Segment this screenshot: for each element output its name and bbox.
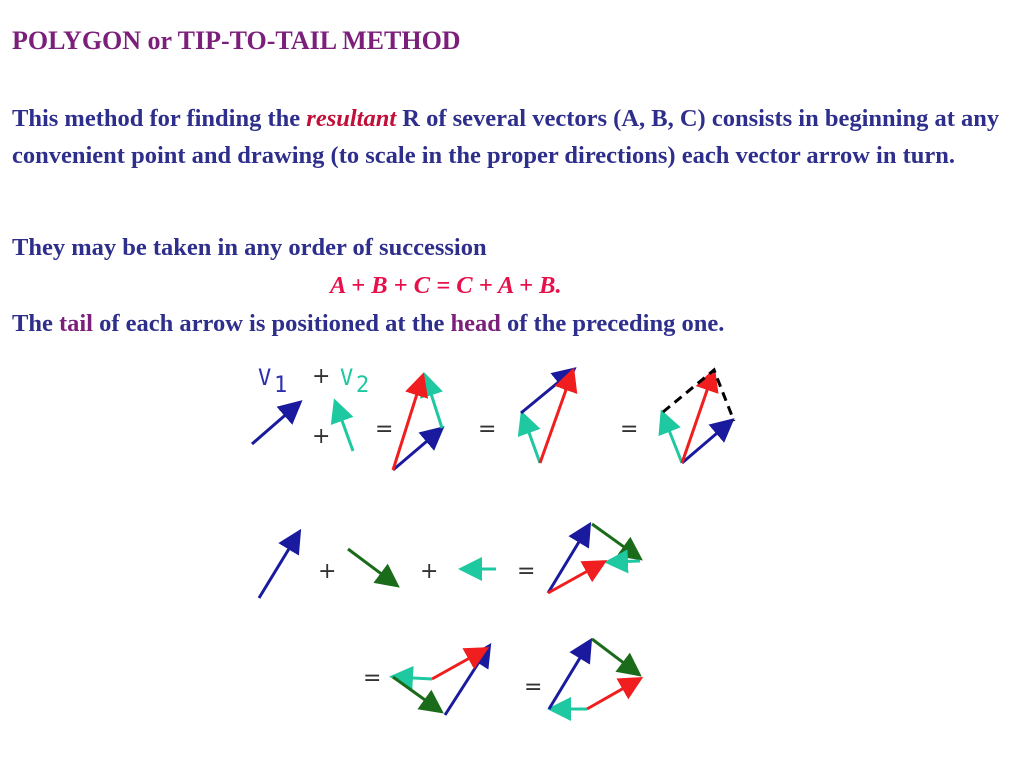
plus-sign: + — [312, 424, 331, 449]
head-emphasis: head — [450, 310, 501, 337]
order-text: They may be taken in any order of succession — [12, 234, 487, 261]
tail-emphasis: tail — [58, 310, 93, 337]
v1-arrow — [252, 404, 298, 444]
slide-title: POLYGON or TIP-TO-TAIL METHOD — [12, 26, 461, 55]
equals-sign: = — [620, 417, 639, 442]
resultant-arrow — [587, 680, 638, 709]
vector-b-arrow — [348, 549, 395, 584]
resultant-arrow — [540, 373, 572, 463]
vector-c-arrow — [610, 561, 640, 562]
vector-b-arrow — [393, 677, 439, 710]
formula: A + B + C = C + A + B. — [330, 272, 562, 299]
v1-label: V — [258, 366, 272, 391]
v2-subscript: 2 — [356, 373, 370, 398]
equals-sign: = — [375, 417, 394, 442]
plus-sign: + — [312, 364, 331, 389]
vector-a-arrow — [549, 643, 589, 709]
v2-label: V — [340, 366, 354, 391]
v2-arrow — [336, 404, 353, 451]
vector-a-arrow — [259, 534, 298, 598]
v1-subscript: 1 — [274, 373, 288, 398]
tail-line-part3: of the preceding one. — [500, 310, 725, 337]
v2-arrow — [426, 378, 442, 428]
plus-sign: + — [420, 559, 439, 584]
v2-arrow — [523, 416, 540, 463]
equals-sign: = — [524, 675, 543, 700]
vector-b-arrow — [592, 524, 638, 557]
plus-sign: + — [318, 559, 337, 584]
description-part2: R of several vectors (A, B, C) consists in beginning at any convenient point and drawing (to scale in the proper directions) each vector arrow in turn. — [12, 105, 1000, 169]
v2-arrow — [663, 415, 682, 463]
resultant-emphasis: resultant — [306, 105, 397, 132]
vector-b-arrow — [592, 639, 637, 673]
tail-line-part1: The — [12, 310, 59, 337]
equals-sign: = — [517, 559, 536, 584]
description-part1: This method for finding the — [12, 105, 307, 132]
tail-line-part2: of each arrow is positioned at the — [93, 310, 451, 337]
equals-sign: = — [363, 666, 382, 691]
equals-sign: = — [478, 417, 497, 442]
vector-c-arrow — [395, 677, 432, 679]
